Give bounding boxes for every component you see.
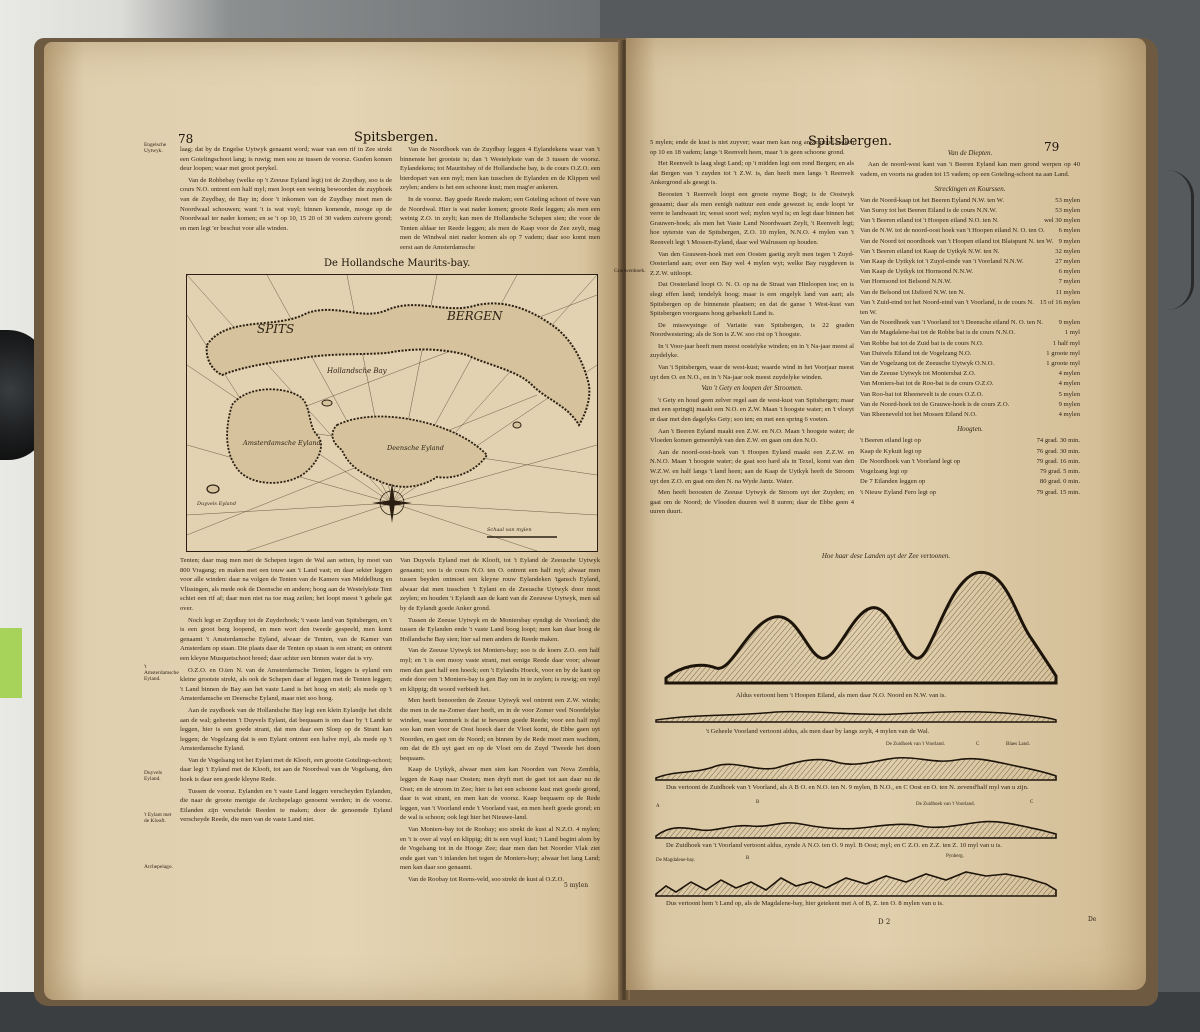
paragraph: Van de Vogelsang tot het Eylant met de Klooft, een grootte Gotelings-schoot; daar legt 't Eyland met de Klooft, tot aan de Noordwal van de Vogelsang, den hoek is daar een goede kleyne Rede.	[180, 756, 392, 784]
paragraph: Men heeft beoosten de Zeeuse Uytwyk de Stroom uyt der Zuyden; en gaat om de Noord; de Vloeden duuren wel 8 uuren; daar de Ebbe geen 4 uuren duurt.	[650, 489, 854, 516]
section-heading: Van de Diepten.	[947, 149, 993, 157]
row-value: 9 mylen	[1058, 237, 1080, 245]
paragraph: Van Moniers-bay tot de Roobay; soo strekt de kust al N.Z.O. 4 mylen; en 't is over al vuyl en klippig; dit is een vuyl kust; 't Land begint alom by de Vogelsang tot in de Hooge Zee; daar men dan het Noorder Vlak ziet ende gaet van 't inlanden het tegen de Moniers-bay; alwaar het lang Land; men kan daar soo genaamt.	[400, 826, 600, 872]
row-label: Van Rheeneveld tot het Mossen Eiland N.O.	[860, 411, 977, 419]
map-label: Hollandsche Bay	[327, 367, 387, 375]
row-label: Van Moniers-bai tot de Roo-bai is de cours O.Z.O.	[860, 380, 994, 388]
map-label: Amsterdamsche Eyland	[243, 439, 321, 447]
coast-profile-4	[656, 864, 1056, 898]
profile-label: Pynberg.	[946, 854, 964, 859]
table-row	[860, 477, 1080, 487]
margin-note: Grauwenhoek.	[614, 268, 646, 274]
page-number: 78	[178, 132, 194, 146]
profile-label: B	[756, 800, 760, 805]
profile-caption: De Zuidhoek van 't Voorland vertoont aldus, zynde A N.O. ten O. 9 myl. B Oost; myl; en C Z.O. en Z.Z. ten Z. 10 myl van u is.	[666, 842, 1002, 849]
profile-label: De Zuidhoek van 't Voorland.	[886, 742, 945, 747]
paragraph: Het Reenvelt is laag slegt Land; op 't midden legt een rond Bergen; en als dat Bergen van 't zuyden tot 't Z.W. is, dan heeft men langs 't Reenvelt Ankergrond als gesegt is.	[650, 160, 854, 187]
map-label: BERGEN	[447, 309, 503, 323]
profile-label: C	[1030, 800, 1034, 805]
table-row	[860, 237, 1080, 247]
paragraph: Van den Grauwen-hoek met een Oosten gaetig zeylt men tegen 't Zuyd-Oosterland aan; over een Bay wel 4 mylen wyt; welke Bay ruygdeven is Z.Z.W. uitloopt.	[650, 250, 854, 277]
table-row	[860, 390, 1080, 400]
profile-label: C	[976, 742, 980, 747]
row-label: Van de Noord-hoek tot de Grauwe-hoek is de cours Z.O.	[860, 400, 1010, 408]
row-label: Van Robbe bai tot de Zuid bai is de cours N.O.	[860, 339, 984, 347]
map-title: De Hollandsche Maurits-bay.	[324, 258, 471, 269]
row-label: Kaap de Kykuit legt op	[860, 447, 922, 455]
row-value: 1 groote myl	[1046, 349, 1080, 357]
table-row	[860, 457, 1080, 467]
row-value: 15 of 16 mylen	[1039, 298, 1080, 306]
row-value: 32 mylen	[1055, 247, 1080, 255]
paragraph: Beoosten 't Reenvelt loopt een groote ruyme Bogt; is de Oostwyk genaamt; daar als men eenigh nattuur een ende gewezet is; ende loopt 'er verre te landwaart in; wesst soort wel; mylen wyd is; en legt daar binnen het Grauwen-hoek; als men het Vaste Land Noordwaart Zeylt, 't Reenvelt legt; hoe uyterste van de Spitsbergen, Z.O. 10 mylen, N.N.O. 4 mylen van 't Reenvelt legt 't Mossen-Eyland, daar wel Walrussen op houden.	[650, 190, 854, 246]
row-label: Van de Zeeuse Uytwyk tot Moniersbai Z.O.	[860, 370, 976, 378]
row-value: 9 mylen	[1058, 400, 1080, 408]
profiles-heading: Hoe haar dese Landen uyt der Zee vertoonen.	[821, 552, 951, 560]
table-row	[860, 318, 1080, 328]
row-label: Van 't Zuid-eind tot het Noord-eind van 't Voorland, is de cours N. ten W.	[860, 298, 1034, 317]
paragraph: Van de Roobay tot Reens-veld, soo strekt de kust al O.Z.O.	[408, 876, 565, 883]
paragraph: Dat Oosterland loopt O. N. O. op na de Straat van Hinloopen toe; en is slegt effen land; tendelyk hoog; maar is een ongelyk land van aart; als Spitsbergen op de binnenste plaatsen; en dat de ganse 't West-kust van Spitsbergen voorgaans hoog gebaekelt Land is.	[650, 281, 854, 318]
text-column-top-right	[400, 145, 600, 255]
paragraph: Tussen de Zeeuse Uytwyk en de Moniersbay eyndigt de Voorland; die tussen de Eylanden ende 't vaste Land boog loopt; men kan daar boog de Hollandsche Bay sien; hier sal men anders de Reede maken.	[400, 616, 600, 643]
paragraph: Van 't Spitsbergen, waar de west-kust; waarde wind in het Voorjaar meest uyt den O. en N.O., en in 't Na-jaar ook meest zuydelyke winden.	[650, 364, 854, 381]
coast-profile-2	[656, 748, 1056, 782]
margin-note: 't Amsterdamsche Eyland.	[144, 664, 179, 683]
paragraph: Aan 't Beeren Eyland maakt een Z.W. en N.O. Maan 't hoogste water; de Vloeden komen gemeenlyk van den Z.W. en gaan om den N.O.	[650, 427, 854, 445]
section-heading: Van 't Gety en loopen der Stroomen.	[701, 384, 803, 393]
margin-note: Archepelago.	[144, 864, 173, 870]
profile-caption: 't Geheele Voorland vertoont aldus, als men daar by langs zeylt, 4 mylen van de Wal.	[706, 728, 930, 735]
table-row	[860, 288, 1080, 298]
row-label: 't Nieuw Eyland Fero legt op	[860, 488, 937, 496]
table-row	[860, 247, 1080, 257]
table-row	[860, 369, 1080, 379]
paragraph: De misswysinge of Variatie van Spitsbergen, is 22 graden Noordwestering; als de Son is Z.W. soo rist op 't hoogste.	[650, 321, 854, 339]
text-column-left	[650, 138, 854, 519]
paragraph: O.Z.O. en O.ten N. van de Amsterdamsche Tenten, legges is eyland een kleine grootste strekt, als ook de Schepen daar af leggen met de Tenten leggen; 't Land binnen de Bay aan het vaste Land is het hoog en steil; als mede op 't Amsterdamsche en Deensche Eyland, maar niet soo hoog.	[180, 666, 392, 703]
row-value: 1 myl	[1064, 329, 1080, 337]
row-value: 6 mylen	[1058, 227, 1080, 235]
map-engraving	[187, 275, 597, 551]
row-value: 9 mylen	[1058, 319, 1080, 327]
amsterdam-island	[227, 389, 321, 483]
row-value: 1 groote myl	[1046, 360, 1080, 368]
profile-label: De Magdalene-bay.	[656, 858, 696, 863]
row-value: 4 mylen	[1058, 370, 1080, 378]
profile-caption: Dus vertoont de Zuidhoek van 't Voorland, als A B O. en N.O. ten N. 9 mylen, B N.O., en C Oost en O. ten N. zevend'half myl van u zijn.	[666, 784, 1029, 791]
table-row	[860, 267, 1080, 277]
paragraph: Aan de noord-west kant van 't Beeren Eyland kan men grond werpen op 40 vadem, en voorts na graden tot 15 vadem; op een Goteling-schoot na aan Land.	[860, 161, 1080, 179]
table-row	[860, 226, 1080, 236]
table-row	[860, 277, 1080, 287]
row-label: Van de N.W. tot de noord-oost hoek van 't Hoopen eiland N. O. ten O.	[860, 227, 1045, 235]
row-value: 80 grad. 0 min.	[1039, 478, 1080, 486]
row-label: De Noordhoek van 't Voorland legt op	[860, 457, 961, 465]
profile-label: De Zuidhoek van 't Voorland.	[916, 802, 975, 807]
compass-rose-icon	[372, 483, 412, 523]
map-label: Duyvels Eyland	[197, 501, 237, 507]
row-label: Van 't Beeren eiland tot Kaap de Uytkyk N.W. ten N.	[860, 247, 1000, 255]
text-column-bottom-right	[400, 556, 600, 887]
paragraph: In 't Voor-jaar heeft men meest oostelyke winden; en in 't Na-jaar meest al zuydelyke.	[650, 342, 854, 360]
paragraph: Men heeft benoorden de Zeeuse Uytwyk wel ontrent een Z.W. winde; die men in de na-Zomer daer heeft, en in de voor Zomer veel Noordelyke winden, waar kenmerk is dat te bevaren goede Reede; voor een half myl soo kan men voor de Oost hoeck daer de Vloet komt, de Ebbe gaen uyt Noorden, en gaet om de Noord; en binnen by de Rede moet men wachten, om dat de Eb uyt gaet en op de Vloet om de Zuyd 'Tweede het doen bequaam.	[400, 697, 600, 762]
row-value: 4 mylen	[1058, 380, 1080, 388]
row-label: Van Kaap de Uytkyk tot Hornsond N.N.W.	[860, 268, 974, 276]
row-label: Van de Belsond tot IJsfiord N.W. ten N.	[860, 288, 965, 296]
coast-profile-1b	[656, 702, 1056, 724]
row-label: Van Roo-bai tot Rheenevelt is de cours O.Z.O.	[860, 390, 984, 398]
row-label: Van de Noordhoek van 't Voorland tot 't Deensche eiland N. O. ten N.	[860, 319, 1044, 327]
row-value: 79 grad. 16 min.	[1036, 457, 1080, 465]
sailing-directions-table	[860, 146, 1080, 498]
row-value: 79 grad. 15 min.	[1036, 488, 1080, 496]
green-sticky-tab	[0, 628, 22, 698]
map-label: Deensche Eyland	[387, 444, 444, 452]
row-value: 79 grad. 5 min.	[1039, 468, 1080, 476]
table-row	[860, 216, 1080, 226]
text-column-bottom-left	[180, 556, 392, 827]
row-label: Van Duivels Eiland tot de Vogelzang N.O.	[860, 349, 972, 357]
table-row	[860, 379, 1080, 389]
row-value: 4 mylen	[1058, 411, 1080, 419]
catchword: 5 mylen	[564, 882, 589, 889]
paragraph: Tussen de voorsz. Eylanden en 't vaste Land leggen verscheyden Eylanden, die naar de groote menigte de Archepelago genoemt werden; in de voorsz. Eilanden zijn verscheide Reeden te maken; door de genoemde Eyland verscheyde Reede, die men van de vaste Land niet.	[180, 787, 392, 824]
running-title: Spitsbergen.	[808, 134, 893, 149]
table-row	[860, 436, 1080, 446]
row-value: 7 mylen	[1058, 278, 1080, 286]
coast-profile-1	[656, 558, 1056, 698]
text-column-top-left	[180, 145, 392, 235]
row-label: Van de Magdalene-bai tot de Robbe bai is de cours N.N.O.	[860, 329, 1016, 337]
hill-ridge	[666, 572, 1056, 683]
table-row	[860, 359, 1080, 369]
table-row	[860, 467, 1080, 477]
page-number: 79	[1044, 140, 1060, 154]
coast-profile-3	[656, 810, 1056, 840]
margin-note: Engelsche Uytwyk.	[144, 142, 167, 155]
map-label: Schaal van mylen	[487, 527, 532, 533]
profile-caption: Dus vertoont hem 't Land op, als de Magdalene-bay, hier getekent met A of B, Z. ten O. 8 mylen van u is.	[666, 900, 944, 907]
row-label: De 7 Eilanden leggen op	[860, 478, 926, 486]
running-title: Spitsbergen.	[354, 130, 439, 145]
row-label: Van 't Beeren eiland tot 't Hoopen eiland N.O. ten N.	[860, 217, 999, 225]
paragraph: Noch legt er Zuydbay tot de Zuyderhoek; 't vaste land van Spitsbergen, en 't is een groot berg loopend, en men wort den tweede gespeeld, men komt genaamt 't Amsterdamsche Eyland, alwaar de Tenten, van de Kamer van Amsterdam op staan. Die plaats daar de Tenten op staan is een strant; en ontrent een kleyne Musquetschoot breed; daar achter een binnen water dat is vry.	[180, 616, 392, 662]
map-label: SPITS	[257, 322, 295, 336]
table-row	[860, 400, 1080, 410]
table-row	[860, 410, 1080, 420]
table-row	[860, 349, 1080, 359]
profile-caption: Aldus vertoont hem 't Hoopen Eiland, als men daar N.O. Noord en N.W. van is.	[736, 692, 947, 699]
row-label: Van Hornsond tot Belsond N.N.W.	[860, 278, 952, 286]
catchword: De	[1088, 916, 1097, 923]
paragraph: Tenten; daar mag men met de Schepen tegen de Wal aan setten, hy moet van 800 Vragang; en maken met een touw aan 't Land vast; en daar sekter leggen voor alle winden: daar na volgen de Tenten van de Kamers van Middelburg en Vlissingen, als mede ook de Deensche en andere; hoog aan de Westelykste Tent schiet een rif af; daar men niet na toe mag zeilen; het loopt meest 't gehele gat over.	[180, 557, 392, 612]
row-label: Van de Vogelzang tot de Zeeusche Uytwyk O.N.O.	[860, 360, 995, 368]
margin-note: Duyvels Eyland.	[144, 770, 162, 783]
section-heading: Hoogten.	[957, 425, 983, 434]
row-value: 53 mylen	[1055, 196, 1080, 204]
row-label: Van de Noord tot noordhoek van 't Hoopen eiland tot Blaispunt N. ten W.	[860, 237, 1054, 245]
paragraph: Van Duyvels Eyland met de Klooft, tot 't Eyland de Zeeusche Uytwyk genaamt; soo is de cours N.O. ten O. ontrent een half myl; alwaar men tussen beyden ontmoet een kleyne rouw Eylandeken 'tgansch Eyland, alwaar dat men tusschen 't Eylant en de Zeeusche Uytwyk door moet zeylen; en houden 't Eylandt aan de kant van de Zeeuwse Uytwyk, men sal by de Eylandt goede Anker grond.	[400, 557, 600, 612]
section-heading: Streckingen en Kourssen.	[934, 184, 1006, 193]
paragraph: laag; dat by de Engelse Uytwyk genaamt word; waar van een rif in Zee strekt een Gotelingschoot lang; is ruwig; men sou ze tussen de voorsz. Gusfen komen deur loopen; waar met groot perykel.	[180, 146, 392, 173]
table-row	[860, 328, 1080, 338]
table-row	[860, 339, 1080, 349]
row-label: Van Kaap de Uytkyk tot 't Zuyd-einde van 't Voorland N.N.W.	[860, 258, 1024, 266]
margin-note: 't Eylant met de Klooft.	[144, 812, 172, 825]
paragraph: 't Gety en houd geen zelver regel aan de west-kust van Spitsbergen; maar met een springtij maakt een N.O. en Z.W. Maan 't hoogste water; en 't vloeyt er daar met den dagelyks Gety; soo ten; en met een spring 6 voeten.	[650, 396, 854, 424]
row-value: 27 mylen	[1055, 258, 1080, 266]
row-value: 74 grad. 30 min.	[1036, 437, 1080, 445]
profile-label: B	[746, 856, 750, 861]
paragraph: Van de Noordhoek van de Zuydbay leggen 4 Eylandekens waar van 't binnenste het grootste is; dan 't Westelykste van de 3 tussen de voorsz. Eylandekens; tot Mauritsbay of de Hollandsche bay, is de cours O.Z.O. een bierdopart van een myl; men kan tusschen de Eylanden en de Klippen wel zeylen; anders is het een schoone kust; men mag'er ankeren.	[400, 146, 600, 192]
row-value: 5 mylen	[1058, 390, 1080, 398]
paragraph: Aan de noord-oost-hoek van 't Hoopen Eyland maakt een Z.Z.W. en N.N.O. Maan 't hoogste water; de gaat soo hard als in Texel, komt van den W.Z.W. en half langs 't land heen; aan de Kaap de Uytkyk heeft de Stroom uyt den Z.O. en gaat om den N. na Wyde Jantz. Water.	[650, 448, 854, 485]
row-label: Van Suroy tot het Beeren Eiland is de cours N.N.W.	[860, 207, 997, 215]
paragraph: In de voorsz. Bay goede Reede maken; een Goteling schoot of twee van de Noordwal. Hier is wat nader komen; groote Rede leggen; als men een weinig Z.O. in zeylt; kan men de Hollandsche Schepen sien; die voor de Tenten aldaar ter Reede leggen; als men de Kaap voor de Zee zeylt, mag men de Windwal niet nader komen als op 7 vadem; daar soo komt men eerst aan de Amsterdamsche	[400, 195, 600, 251]
table-row	[860, 447, 1080, 457]
bay-map	[186, 274, 598, 552]
row-value: 11 mylen	[1055, 288, 1080, 296]
left-page	[44, 42, 622, 1000]
table-row	[860, 257, 1080, 267]
row-label: Vogelzang legt op	[860, 468, 908, 476]
right-page	[614, 38, 1146, 990]
row-value: 76 grad. 30 min.	[1036, 447, 1080, 455]
table-row	[860, 196, 1080, 206]
row-value: 1 half myl	[1052, 339, 1080, 347]
table-row	[860, 488, 1080, 498]
cable	[1167, 170, 1194, 310]
profile-label: A	[656, 804, 660, 809]
row-label: 't Beeren eiland legt op	[860, 437, 921, 445]
table-row	[860, 206, 1080, 216]
paragraph: Van de Zeeuse Uytwyk tot Moniers-bay; soo is de koers Z.O. een half myl; en 't is een mooy vaste strant, met eenige Reede daar voor; alwaar men dan gaet half een hoeck; een 't Eylandts Hoeck, voor en by de kant op ende door een 't Moniers-bay is gen Bay om in te zeylen; is ruwig; en vuyl en klippig; dit woord verbiedt het.	[400, 647, 600, 693]
table-row	[860, 298, 1080, 318]
duyvels-island	[207, 485, 219, 493]
row-value: 6 mylen	[1058, 268, 1080, 276]
row-value: wel 30 mylen	[1044, 217, 1080, 225]
row-label: Van de Noord-kaap tot het Beeren Eyland N.W. ten W.	[860, 196, 1005, 204]
row-value: 53 mylen	[1055, 207, 1080, 215]
paragraph: Van de Robbebay (welke op 't Zeeuse Eyland legt) tot de Zuydbay, soo is de cours N.O. ontrent een half myl; men loopt een weinig bewoorden de zuyphoek van de Zuydbay, de Bay in; door 't inkomen van de Zuydbay moet men de Noordwaal schouwen; want 't is wat vuyl; binnen komende, mooge op de Noordwaal ter nader komen; en se 't op 10, 15 20 of 30 vadem zuivere grond; en men legt 'er beschut voor alle winden.	[180, 176, 392, 232]
paragraph: 5 mylen; ende de kust is niet zuyver; waar men kan nog ankergrond soeken op 10 en 18 vadem; langs 't Reenvelt heen, maar 't is geen schoone grond.	[650, 139, 854, 156]
paragraph: Kaap de Uytkyk, alwaar men sien kan Noorden van Nova Zembla, leggen de Kaap naar Oosten; men dryft met de gaet tot aan daar nu de Oost; en de stroom in Zee; hier is het een schoone kust met goede grond, daar is wat strant, en men kan de voorsz. Kaap bequaem op de Rede leggen, van 't Voorland ende 't Voorland vast, en men heeft goede grond; en de wal is schoon; ook legt hier het Nieuwe-land.	[400, 766, 600, 822]
paragraph: Aan de zuydhoek van de Hollandsche Bay legt een klein Eylandje het dicht aan de wal; geheeten 't Duyvels Eylant, dat bequaam is om daar by 't Landt te leggen, hier is een goede strant, dat men daar een Sloep op de Strant kan leggen; de Vogelzang dat is een Eylant ontrent een halve myl, als mede op 't Amsterdamsche Eyland.	[180, 706, 392, 753]
signature-mark: D 2	[878, 918, 891, 926]
profile-label: Blaes Land.	[1006, 742, 1030, 747]
